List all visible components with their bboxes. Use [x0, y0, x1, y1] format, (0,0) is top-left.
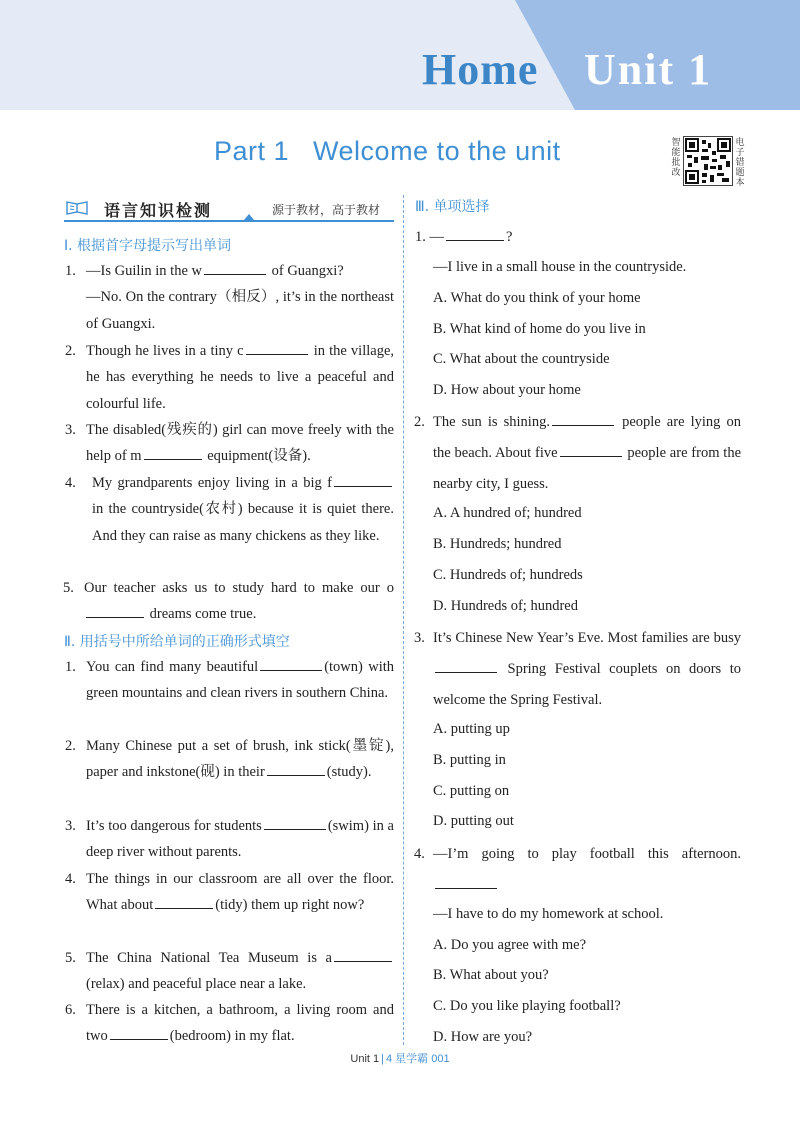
- question-text: The sun is shining.: [433, 414, 550, 430]
- question-text: (tidy) them up right now?: [215, 897, 365, 914]
- answer-blank[interactable]: [204, 261, 266, 275]
- exercise-2-heading: Ⅱ. 用括号中所给单词的正确形式填空: [64, 634, 290, 650]
- mc-1-option-c[interactable]: C. What about the countryside: [433, 351, 610, 367]
- mc-4-option-c[interactable]: C. Do you like playing football?: [433, 998, 621, 1014]
- answer-blank[interactable]: [110, 1026, 168, 1040]
- mc-2-option-c[interactable]: C. Hundreds of; hundreds: [433, 567, 583, 583]
- column-divider: [403, 195, 404, 1045]
- question-text: Spring Festival couplets on doors to welcome the Spring Festival.: [433, 661, 741, 708]
- question-text: (swim) in a deep river without parents.: [86, 818, 394, 861]
- answer-blank[interactable]: [260, 657, 322, 671]
- section-title: 语言知识检测: [104, 201, 213, 220]
- question-text: You can find many beautiful: [86, 659, 259, 675]
- question-text: It’s Chinese New Year’s Eve. Most families are busy: [433, 630, 741, 646]
- question-1-4: [65, 470, 394, 549]
- question-text: people are lying on the beach. About five: [433, 414, 741, 461]
- mc-4-option-d[interactable]: D. How are you?: [433, 1029, 533, 1045]
- mc-1-reply: —I live in a small house in the countryside.: [433, 259, 687, 275]
- question-1-1: [65, 258, 394, 337]
- question-text: The disabled(残疾的) girl can move freely with the help of m: [86, 422, 394, 465]
- qr-right-label: 电子错题本: [735, 138, 745, 188]
- question-1-3: [65, 417, 394, 470]
- part-title: Part 1 Welcome to the unit: [214, 136, 561, 166]
- question-text: dreams come true.: [149, 606, 257, 623]
- question-text: My grandparents enjoy living in a big f: [92, 475, 332, 491]
- qr-left-label: 智能批改: [671, 138, 681, 178]
- question-1-5: [63, 575, 394, 628]
- footer-unit: Unit 1: [350, 1053, 380, 1065]
- question-number: 2.: [414, 414, 425, 430]
- answer-blank[interactable]: [264, 816, 326, 830]
- question-text: ?: [506, 229, 513, 245]
- book-icon: [66, 199, 88, 215]
- footer-separator: |: [381, 1053, 384, 1065]
- question-text: Our teacher asks us to study hard to make our o: [84, 580, 394, 596]
- mc-1-option-d[interactable]: D. How about your home: [433, 382, 581, 398]
- question-2-3: [65, 813, 394, 866]
- mc-4-reply: —I have to do my homework at school.: [433, 906, 664, 922]
- question-text: (town) with green mountains and clean rivers in southern China.: [86, 659, 395, 702]
- mc-2-option-b[interactable]: B. Hundreds; hundred: [433, 536, 562, 552]
- question-text: in the village, he has everything he needs to live a peaceful and colourful life.: [86, 343, 395, 412]
- question-number: 2.: [65, 343, 76, 359]
- header-unit-title: Unit 1: [584, 45, 713, 94]
- mc-3-option-b[interactable]: B. putting in: [433, 752, 506, 768]
- question-2-1: [65, 654, 395, 707]
- answer-blank[interactable]: [560, 443, 622, 457]
- question-text: of Guangxi?: [271, 263, 344, 279]
- question-text: —I’m going to play football this afternoon.: [433, 846, 741, 862]
- mc-2-stem: [414, 407, 742, 500]
- answer-blank[interactable]: [446, 227, 504, 241]
- answer-blank[interactable]: [435, 875, 497, 889]
- question-2-6: [65, 997, 394, 1050]
- mc-3-option-d[interactable]: D. putting out: [433, 813, 514, 829]
- answer-blank[interactable]: [246, 341, 308, 355]
- question-2-4: [65, 866, 394, 919]
- question-number: 4.: [65, 871, 76, 887]
- question-number: 1.: [415, 229, 426, 245]
- mc-1-option-a[interactable]: A. What do you think of your home: [433, 290, 641, 306]
- answer-blank[interactable]: [144, 446, 202, 460]
- mc-2-option-a[interactable]: A. A hundred of; hundred: [433, 505, 582, 521]
- mc-3-stem: [414, 623, 741, 716]
- question-text: Many Chinese put a set of brush, ink stick(墨锭), paper and inkstone(砚) in their: [86, 738, 394, 781]
- question-text: (study).: [326, 764, 372, 781]
- question-number: 4.: [414, 846, 425, 862]
- answer-blank[interactable]: [552, 412, 614, 426]
- question-2-5: [65, 945, 394, 998]
- question-number: 5.: [65, 950, 76, 966]
- question-text: (bedroom) in my flat.: [169, 1028, 295, 1045]
- page-footer: [0, 1050, 800, 1066]
- question-number: 6.: [65, 1002, 76, 1018]
- question-text: equipment(设备).: [207, 448, 311, 465]
- question-number: 2.: [65, 738, 76, 754]
- qr-code-block[interactable]: [670, 136, 746, 192]
- mc-4-option-b[interactable]: B. What about you?: [433, 967, 549, 983]
- mc-4-stem: [414, 839, 741, 901]
- question-1-2: [65, 338, 395, 417]
- question-text: (relax) and peaceful place near a lake.: [86, 976, 307, 993]
- question-text: The things in our classroom are all over the floor. What about: [86, 871, 394, 914]
- header-home-title: Home: [422, 45, 539, 94]
- question-number: 3.: [65, 818, 76, 834]
- question-text: It’s too dangerous for students: [86, 818, 262, 834]
- answer-blank[interactable]: [435, 659, 497, 673]
- question-text: —: [429, 229, 444, 245]
- section-note: 源于教材，高于教材: [272, 203, 381, 217]
- question-text: The China National Tea Museum is a: [86, 950, 332, 966]
- mc-3-option-c[interactable]: C. putting on: [433, 783, 510, 799]
- mc-3-option-a[interactable]: A. putting up: [433, 721, 510, 737]
- question-text: There is a kitchen, a bathroom, a living room and two: [86, 1002, 394, 1045]
- answer-blank[interactable]: [334, 948, 392, 962]
- mc-1-stem: [415, 224, 512, 250]
- answer-blank[interactable]: [155, 895, 213, 909]
- header-band: [0, 0, 800, 110]
- mc-2-option-d[interactable]: D. Hundreds of; hundred: [433, 598, 578, 614]
- footer-page-number: 001: [431, 1053, 450, 1065]
- mc-1-option-b[interactable]: B. What kind of home do you live in: [433, 321, 646, 337]
- section-header: [64, 196, 394, 222]
- question-number: 3.: [65, 422, 76, 438]
- question-2-2: [65, 733, 394, 786]
- question-text: in the countryside(农村) because it is quiet there. And they can raise as many chickens as they like.: [92, 501, 394, 544]
- question-text: —No. On the contrary（相反）, it’s in the northeast of Guangxi.: [86, 289, 394, 332]
- question-text: —Is Guilin in the w: [86, 263, 202, 279]
- question-number: 4.: [65, 475, 76, 491]
- exercise-3-heading: Ⅲ. 单项选择: [415, 199, 490, 215]
- question-number: 1.: [65, 659, 76, 675]
- answer-blank[interactable]: [86, 604, 144, 618]
- section-underline: [64, 220, 394, 222]
- exercise-1-heading: Ⅰ. 根据首字母提示写出单词: [64, 238, 232, 254]
- question-number: 5.: [63, 580, 74, 596]
- question-number: 1.: [65, 263, 76, 279]
- question-number: 3.: [414, 630, 425, 646]
- mc-4-option-a[interactable]: A. Do you agree with me?: [433, 937, 587, 953]
- qr-code-icon[interactable]: [683, 136, 733, 186]
- answer-blank[interactable]: [334, 473, 392, 487]
- question-text: people are from the nearby city, I guess.: [433, 445, 742, 492]
- footer-book: 4 星学霸: [386, 1053, 429, 1065]
- answer-blank[interactable]: [267, 762, 325, 776]
- question-text: Though he lives in a tiny c: [86, 343, 244, 359]
